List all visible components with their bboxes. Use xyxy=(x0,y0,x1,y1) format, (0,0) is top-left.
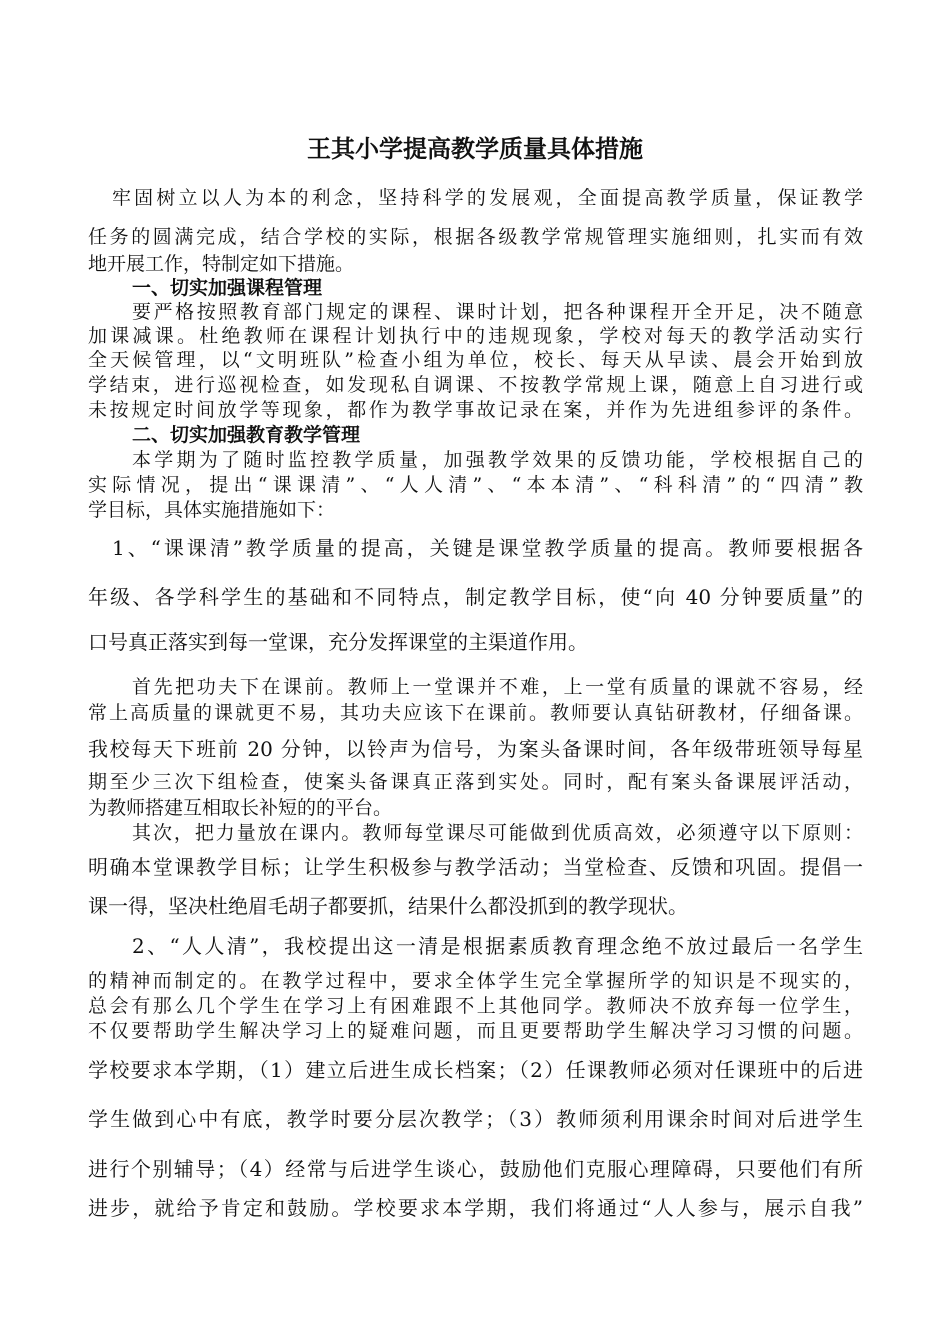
paragraph-line: 地开展工作，特制定如下措施。 xyxy=(88,253,355,275)
paragraph-line: 期至少三次下组检查，使案头备课真正落到实处。同时，配有案头备课展评活动， xyxy=(88,771,863,793)
paragraph-line: 不仅要帮助学生解决学习上的疑难问题，而且更要帮助学生解决学习习惯的问题。 xyxy=(88,1020,863,1042)
paragraph-line: 学结束，进行巡视检查，如发现私自调课、不按教学常规上课，随意上自习进行或 xyxy=(88,374,863,396)
paragraph-line: 2、“人人清”，我校提出这一清是根据素质教育理念绝不放过最后一名学生 xyxy=(132,934,863,958)
paragraph-line: 本学期为了随时监控教学质量，加强教学效果的反馈功能，学校根据自己的 xyxy=(132,449,863,471)
paragraph-line: 未按规定时间放学等现象，都作为教学事故记录在案，并作为先进组参评的条件。 xyxy=(88,399,863,421)
paragraph-line: 任务的圆满完成，结合学校的实际，根据各级教学常规管理实施细则，扎实而有效 xyxy=(88,226,863,248)
paragraph-line: 的精神而制定的。在教学过程中，要求全体学生完全掌握所学的知识是不现实的， xyxy=(88,970,863,992)
paragraph-line: 学校要求本学期，（1）建立后进生成长档案；（2）任课教师必须对任课班中的后进 xyxy=(88,1058,863,1082)
paragraph-line: 进步，就给予肯定和鼓励。学校要求本学期，我们将通过“人人参与，展示自我” xyxy=(88,1196,863,1220)
paragraph-line: 全天候管理，以“文明班队”检查小组为单位，校长、每天从早读、晨会开始到放 xyxy=(88,349,863,371)
paragraph-line: 常上高质量的课就更不易，其功夫应该下在课前。教师要认真钻研教材，仔细备课。 xyxy=(88,702,863,724)
paragraph-line: 1、“课课清”教学质量的提高，关键是课堂教学质量的提高。教师要根据各 xyxy=(112,536,863,560)
paragraph-line: 课一得，坚决杜绝眉毛胡子都要抓，结果什么都没抓到的教学现状。 xyxy=(88,894,688,918)
paragraph-line: 加课减课。杜绝教师在课程计划执行中的违规现象，学校对每天的教学活动实行 xyxy=(88,325,863,347)
paragraph-line: 实际情况，提出“课课清”、“人人清”、“本本清”、“科科清”的“四清”教 xyxy=(88,474,863,496)
section-heading: 一、切实加强课程管理 xyxy=(132,277,323,299)
paragraph-line: 明确本堂课教学目标；让学生积极参与教学活动；当堂检查、反馈和巩固。提倡一 xyxy=(88,855,863,879)
paragraph-line: 年级、各学科学生的基础和不同特点，制定教学目标，使“向 40 分钟要质量”的 xyxy=(88,585,863,609)
paragraph-line: 进行个别辅导；（4）经常与后进学生谈心，鼓励他们克服心理障碍，只要他们有所 xyxy=(88,1157,863,1181)
paragraph-line: 要严格按照教育部门规定的课程、课时计划，把各种课程开全开足，决不随意 xyxy=(132,301,863,323)
paragraph-line: 我校每天下班前 20 分钟，以铃声为信号，为案头备课时间，各年级带班领导每星 xyxy=(88,737,863,761)
paragraph-line: 学目标，具体实施措施如下： xyxy=(88,499,336,521)
paragraph-line: 总会有那么几个学生在学习上有困难跟不上其他同学。教师决不放弃每一位学生， xyxy=(88,995,863,1017)
paragraph-line: 学生做到心中有底，教学时要分层次教学；（3）教师须利用课余时间对后进学生 xyxy=(88,1107,863,1131)
paragraph-line: 首先把功夫下在课前。教师上一堂课并不难，上一堂有质量的课就不容易，经 xyxy=(132,676,863,698)
section-heading: 二、切实加强教育教学管理 xyxy=(132,424,361,446)
paragraph-line: 其次，把力量放在课内。教师每堂课尽可能做到优质高效，必须遵守以下原则： xyxy=(132,822,863,844)
paragraph-line: 牢固树立以人为本的利念，坚持科学的发展观，全面提高教学质量，保证教学 xyxy=(112,187,863,209)
paragraph-line: 口号真正落实到每一堂课，充分发挥课堂的主渠道作用。 xyxy=(88,630,588,654)
paragraph-line: 为教师搭建互相取长补短的的平台。 xyxy=(88,797,393,819)
document-title: 王其小学提高教学质量具体措施 xyxy=(307,135,643,163)
